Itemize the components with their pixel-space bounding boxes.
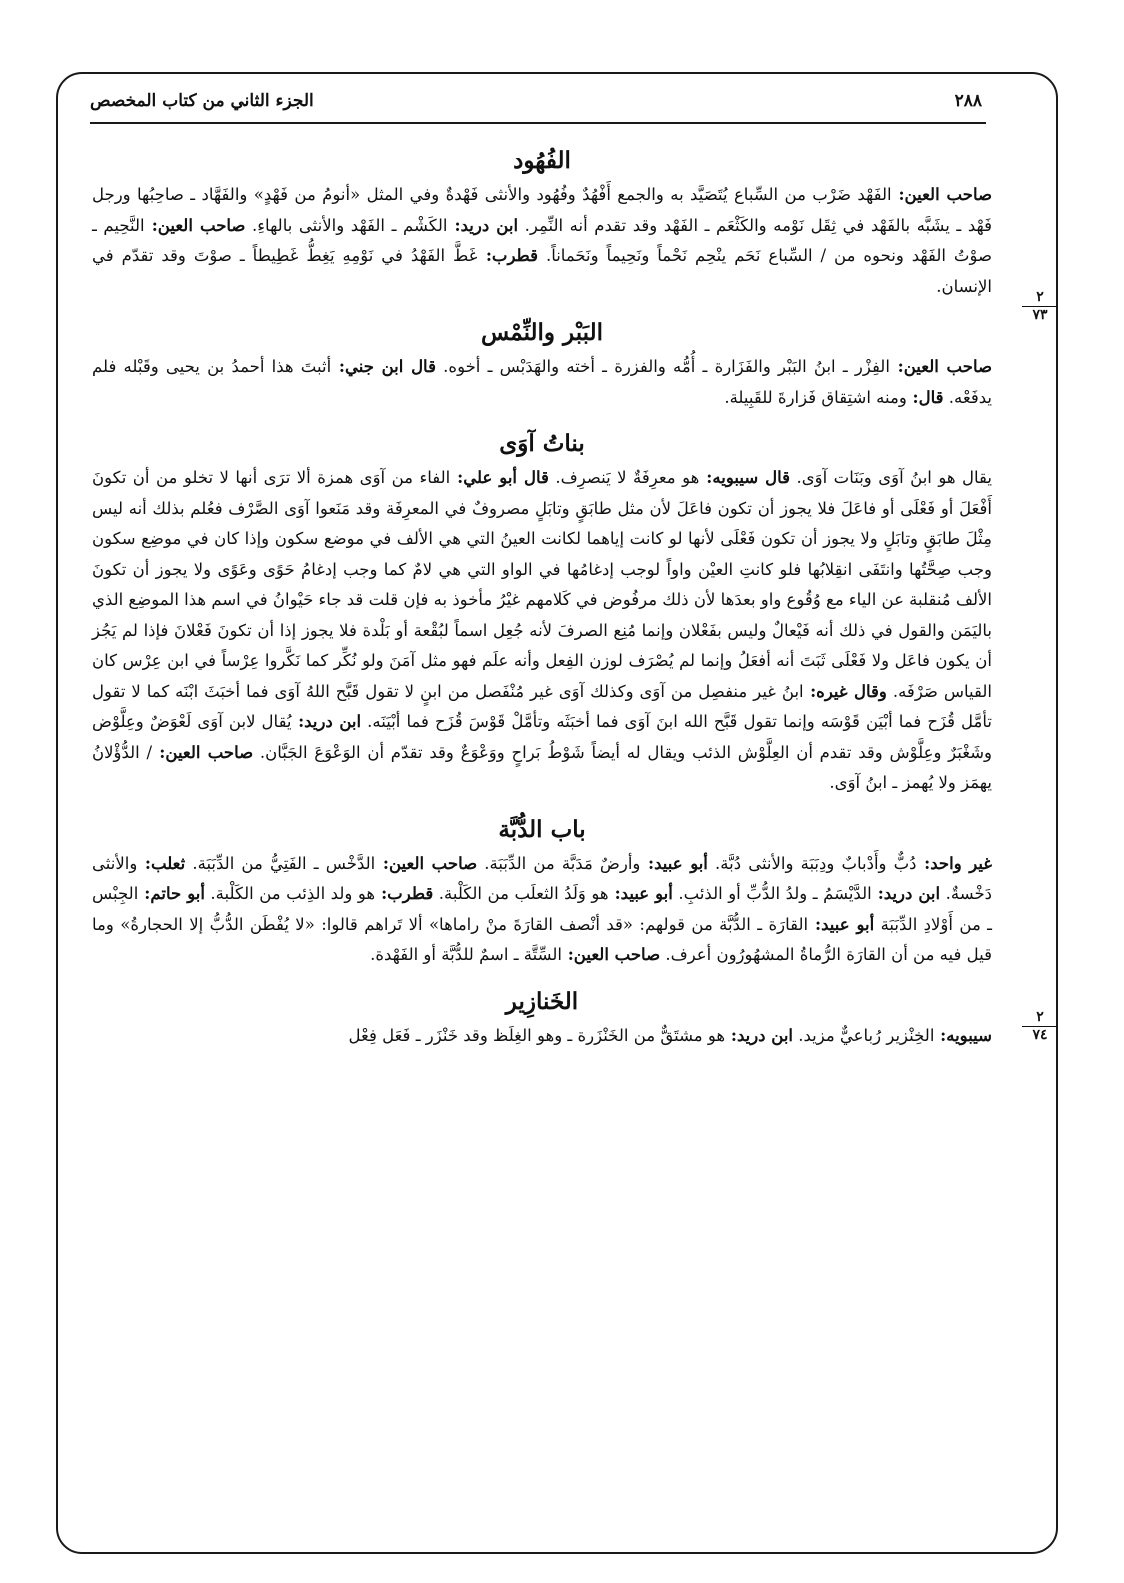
text-segment: هو وَلَدُ الثعلَب من الكَلْبة. [433, 884, 609, 903]
text-segment: الفَهْد ضَرْب من السِّباع يُتَصَيَّد به والجمع أَفْهُدٌ وفُهُود والأنثى فَهْدةٌ وفي المثل «أنومُ من فَهْدٍ» والفَهَّاد ـ صاحِبُها ورجل فَهْد ـ يشَبَّه بالفَهْد في ثِقَل نَوْمه والكَثْعَم ـ الفَهْد وقد تقدم أنه النِّمِر. [92, 185, 993, 235]
margin-folio-ref [1022, 1010, 1058, 1043]
page-body [92, 140, 992, 1065]
section-paragraph [92, 849, 992, 971]
text-segment: هو ولد الذِئب من الكَلْبة. [204, 884, 376, 903]
text-segment: والأنثى دَخْسةٌ. [92, 853, 992, 903]
speaker-attribution: قال ابن جني: [331, 357, 436, 376]
text-segment: الجِبْس ـ من أَوْلادِ الدِّبَبَة [92, 884, 993, 934]
speaker-attribution: ابن دريد: [725, 1025, 793, 1045]
speaker-attribution: غير واحد: [916, 853, 992, 873]
text-segment: ابنُ غير منفصِل من آوَى وكذلك آوَى غير مُنْفَصل من ابنٍ لا تقول قَبَّح اللهُ آوَى فما أخبَثَ ابْنَه كما لا تقول تأمَّل قُزَح فما أبْيَن قَوْسَه وإنما تقول قَبَّح الله ابنَ آوَى فما أخبَثَه وتأمَّلْ قَوْسَ قُزَح فما أبْيَنَه. [92, 681, 992, 731]
section-title: بناتُ آوَى [499, 430, 585, 457]
text-segment: يقال هو ابنُ آوَى وبَنَات آوَى. [790, 468, 992, 487]
speaker-attribution: قال سيبويه: [699, 468, 791, 487]
section-paragraph [92, 1021, 992, 1052]
section-dubba [92, 813, 992, 971]
speaker-attribution: ثعلب: [137, 853, 186, 873]
section-paragraph [92, 180, 992, 302]
page-header [90, 84, 982, 118]
text-segment: هو مشتَقٌّ من الخَنْزَرة ـ وهو الغِلَظ وقد خَنْزَر ـ فَعَل فِعْل [348, 1025, 726, 1045]
speaker-attribution: وقال غيره: [803, 681, 887, 701]
text-segment: دُبٌّ وأَدْبابٌ ودِبَبَة والأنثى دُبَّة. [707, 853, 917, 873]
speaker-attribution: صاحب العين: [152, 742, 254, 762]
text-segment: ومنه اشتِقاق فَزارةَ للقَبِيلة. [724, 387, 907, 407]
text-segment: غَطَّ الفَهْدُ في نَوْمِهِ يَغِطُّ غَطِيطاً ـ صوْتَ وقد تقدّم في الإنسان. [92, 246, 992, 296]
speaker-attribution: أبو عبيد: [608, 884, 673, 903]
margin-ref-volume: ٢ [1022, 1010, 1058, 1027]
section-paragraph [92, 352, 992, 413]
text-segment: النَّحِيم ـ صوْتُ الفَهْد ونحوه من / السِّباع نَحَم ينْحِم نَحْماً ونَحِيماً ونَحَماناً. [92, 215, 992, 265]
section-title: باب الدُّبَّة [498, 815, 586, 843]
margin-ref-volume: ٢ [1022, 290, 1058, 307]
text-segment: السِّتَّة ـ اسمٌ للدُّبَّة أو الفَهْدة. [370, 945, 562, 964]
speaker-attribution: ابن دريد: [447, 215, 519, 235]
speaker-attribution: أبو حاتم: [138, 884, 205, 903]
margin-ref-page: ٧٤ [1032, 1027, 1048, 1043]
section-title: الخَنازِير [505, 987, 579, 1015]
text-segment: يُقال لابن آوَى لَعْوَضٌ وعِلَّوْض وشَغْبَرٌ وعِلَّوْش وقد تقدم أن العِلَّوْش الذئب ويقال له أيضاً شَوْطُ بَراحٍ ووَعْوَعٌ وقد تقدّم أن الوَعْوَعَ الجَبَّان. [92, 712, 992, 762]
speaker-attribution: صاحب العين: [561, 945, 661, 964]
speaker-attribution: أبو عبيد: [640, 853, 708, 873]
text-segment: / الدُّؤْلانُ يهمَز ولا يُهمز ـ ابنُ آوَى. [92, 742, 992, 792]
text-segment: أثبتَ هذا أحمدُ بن يحيى وقَبْله فلم يدفَعْه. [92, 357, 992, 407]
page-number: ٢٨٨ [954, 91, 982, 111]
section-khanazir [92, 985, 992, 1052]
header-rule [90, 122, 986, 124]
speaker-attribution: صاحب العين: [375, 853, 478, 873]
speaker-attribution: قطرب: [477, 246, 538, 265]
speaker-attribution: صاحب العين: [889, 357, 992, 376]
speaker-attribution: قال أبو علي: [450, 468, 549, 487]
speaker-attribution: أبو عبيد: [808, 914, 875, 934]
margin-ref-page: ٧٣ [1032, 307, 1048, 323]
text-segment: الكَشْم ـ الفَهْد والأنثى بالهاءِ. [245, 215, 448, 235]
section-banat-awa [92, 427, 992, 799]
text-segment: الفِزْر ـ ابنُ البَبْر والفَزَارة ـ أُمُّه والفزرة ـ أخته والهَدَبْس ـ أخوه. [435, 357, 890, 376]
text-segment: وأرضٌ مَدَبَّة من الدِّبَبَة. [477, 853, 641, 873]
text-segment: الدَّخْس ـ الفَتِيُّ من الدِّبَبَة. [185, 853, 376, 873]
speaker-attribution: سيبويه: [934, 1025, 992, 1045]
margin-folio-ref [1022, 290, 1058, 323]
text-segment: الدَّيْسَمُ ـ ولدُ الدُّبِّ أو الذئبِ. [672, 884, 872, 903]
speaker-attribution: صاحب العين: [891, 185, 992, 204]
speaker-attribution: قطرب: [375, 884, 434, 903]
speaker-attribution: قال: [906, 387, 944, 407]
section-title: البَبْر والنِّمْس [480, 319, 604, 346]
section-fuhud [92, 144, 992, 302]
speaker-attribution: صاحب العين: [144, 215, 246, 235]
section-babr-nims [92, 316, 992, 413]
running-title: الجزء الثاني من كتاب المخصص [90, 91, 314, 111]
section-paragraph [92, 463, 992, 799]
speaker-attribution: ابن دريد: [291, 712, 362, 731]
text-segment: هو معرِفَةٌ لا يَنصرِف. [548, 468, 700, 487]
section-title: الفُهُود [513, 147, 571, 174]
speaker-attribution: ابن دريد: [871, 884, 941, 903]
text-segment: الخِنْزير رُباعيٌّ مزيد. [793, 1025, 935, 1045]
text-segment: القارَة ـ الدُّبَّة من قولهم: «قد أنْصف القارَةَ منْ راماها» ألا تَراهم قالوا: «لا يُفْطَن الدُّبُّ إلا الحجارةُ» وما قيل فيه من أن القارَة الرُّماةُ المشهُورُون أعرف. [92, 914, 992, 964]
text-segment: الفاء من آوَى همزة ألا ترَى أنها لا تخلو من أن تكونَ أَفْعَلَ أو فَعْلَى أو فاعَلَ فلا يجوز أن تكون فاعَلَ لأن مثل طابَقٍ وتابَلٍ مصروفٌ في المعرِفَة وقد مَنَعوا آوَى الصَّرْف فعُلم بذلك أنه ليس مِثْلَ طابَقٍ وتابَلٍ ولا يجوز أن تكون فَعْلَى لأنها لو كانت إياهما لكانت العينُ التي هي الألف في موضع سكون وإذا كان في موضِع سكون وجب صِحَّتُها وانتَفَى انقِلابُها فلو كانتِ العيْن واواً لوجب إدغامُها في الواو التي هي لامٌ كما وجب إدغامُ حَوًى وعَوًى ولا يجوز أن تكونَ الألف مُنقلبة عن الياء مع وُقُوع واو بعدَها لأن ذلك مرفُوض في كَلامهم غيْرُ مأخوذ به فإن قلت قد جاء حَيْوانُ في اسم هذا الموضِع الذي باليَمَن والقول في ذلك أنه فَيْعالٌ وليس بفَعْلان وإنما مُنِع الصرفَ لأنه جُعِل اسماً لبُقْعة أو بَلْدة فلا يجوز إذا أن تكونَ فَعْلانَ فإذا لم يَجُز أن يكون فاعَل ولا فَعْلَى ثَبَتَ أنه أفعَلُ وإنما لم يُصْرَف لوزن الفِعل وأنه علَم فهو مثل آمَنَ ولو نُكِّر كما نَكَّروا عِرْساً في ابن عِرْس كان القياس صَرْفَه. [92, 468, 992, 701]
